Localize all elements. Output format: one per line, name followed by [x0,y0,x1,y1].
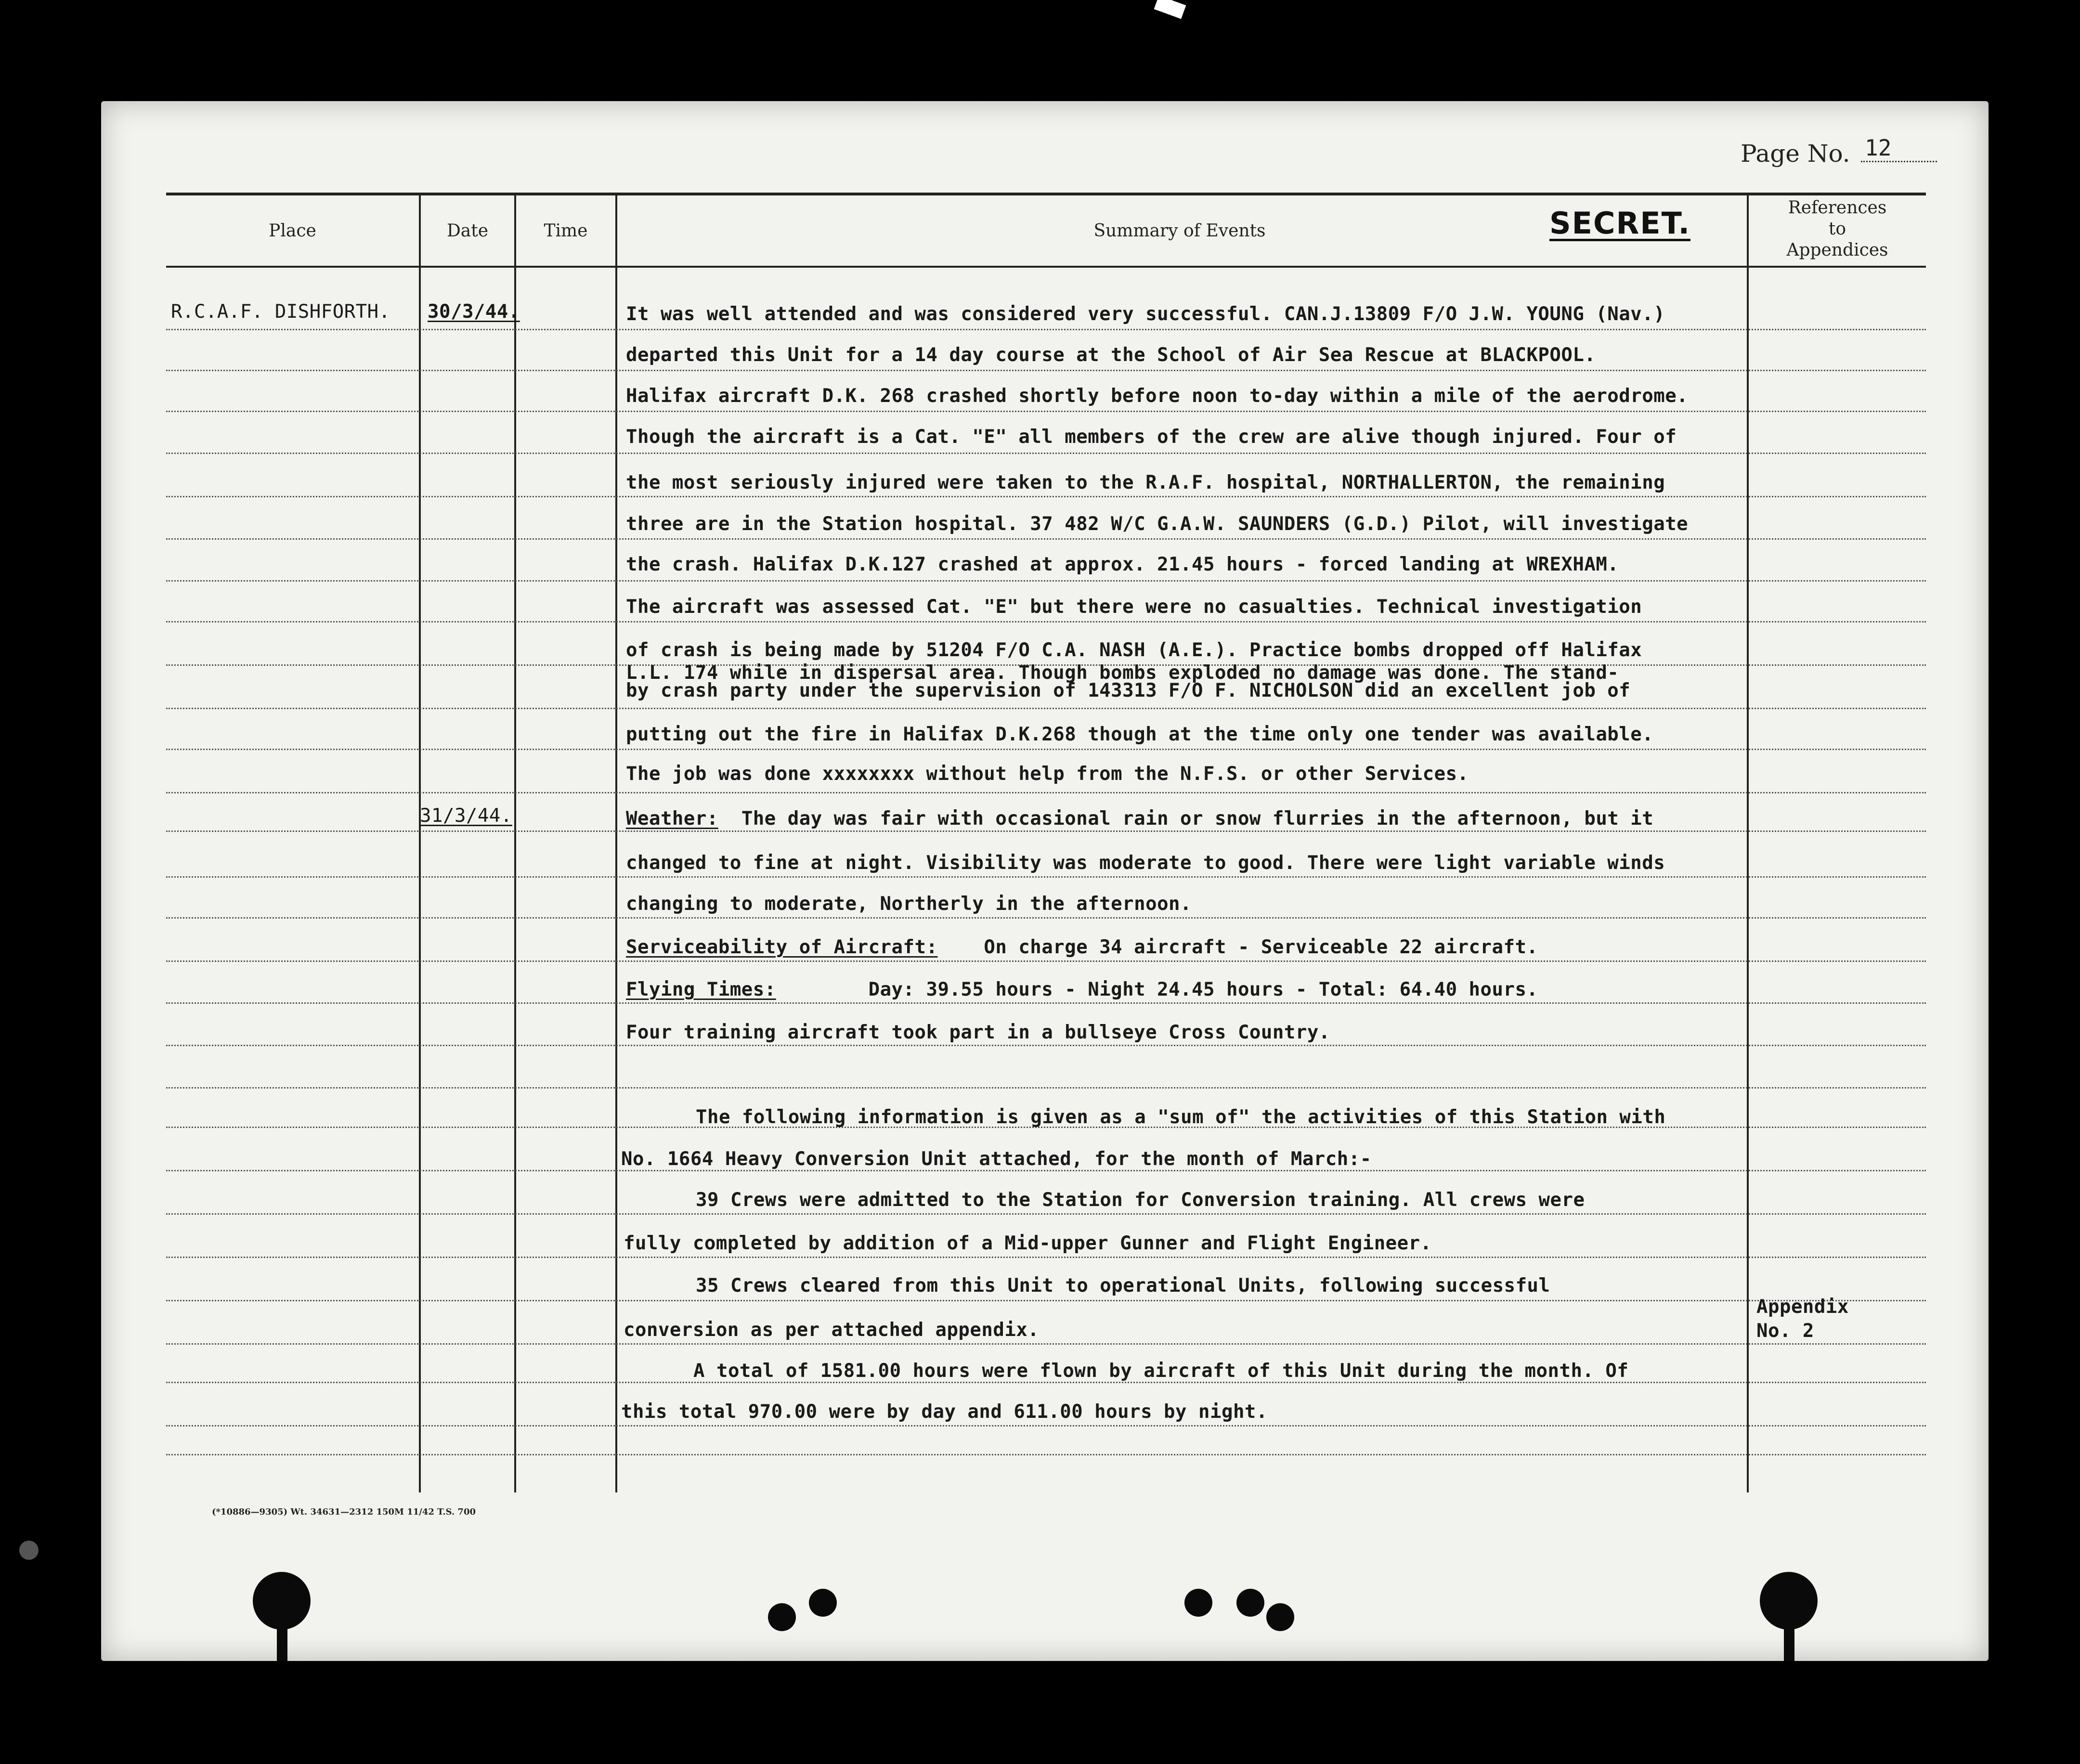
ruled-line [166,453,1926,454]
appendix-number: No. 2 [1756,1320,1814,1342]
summary-line: The following information is given as a "sum of" the activities of this Station with [696,1106,1666,1128]
serviceability-text: On charge 34 aircraft - Serviceable 22 aircraft. [984,936,1538,958]
ruled-line [166,749,1926,750]
ruled-line [166,1343,1926,1345]
ruled-line [166,1425,1926,1427]
header-place: Place [269,221,316,241]
column-divider [1747,193,1749,1492]
ruled-line [166,1002,1926,1004]
appendix-reference [1756,1295,1849,1343]
ruled-line [166,329,1926,330]
summary-line: departed this Unit for a 14 day course at the School of Air Sea Rescue at BLACKPOOL. [626,344,1596,366]
ruled-line [166,830,1926,832]
binder-slot [1784,1618,1794,1661]
summary-line: Though the aircraft is a Cat. "E" all members of the crew are alive though injured. Four of [626,426,1677,448]
summary-line: fully completed by addition of a Mid-upper Gunner and Flight Engineer. [624,1232,1432,1254]
ruled-line [166,917,1926,919]
summary-line: L.L. 174 while in dispersal area. Though bombs exploded no damage was done. The stand- [626,662,1619,684]
header-references-line: to [1828,219,1846,239]
summary-line: 39 Crews were admitted to the Station for Conversion training. All crews were [696,1189,1585,1211]
summary-line: of crash is being made by 51204 F/O C.A. NASH (A.E.). Practice bombs dropped off Halifax [626,639,1642,661]
summary-line: the crash. Halifax D.K.127 crashed at approx. 21.45 hours - forced landing at WREXHAM. [626,554,1619,575]
header-time: Time [544,221,588,241]
flying-times-label: Flying Times: [626,979,776,1000]
form-footer: (*10886—9305) Wt. 34631—2312 150M 11/42 T.S. 700 [212,1507,476,1517]
header-references-line: Appendices [1786,240,1888,260]
table-top-rule [166,193,1926,195]
summary-line: The aircraft was assessed Cat. "E" but there were no casualties. Technical investigation [626,596,1642,618]
ruled-line [166,1454,1926,1455]
ruled-line [166,792,1926,793]
header-references-line: References [1788,198,1887,218]
flying-times-text: Day: 39.55 hours - Night 24.45 hours - Total: 64.40 hours. [868,979,1538,1000]
header-summary: Summary of Events [1093,221,1266,241]
weather-line [626,808,1653,830]
serviceability-label: Serviceability of Aircraft: [626,936,938,958]
binder-hole [768,1603,796,1631]
summary-line: the most seriously injured were taken to the R.A.F. hospital, NORTHALLERTON, the remaining [626,472,1665,493]
column-divider [419,193,421,1492]
summary-line: Four training aircraft took part in a bullseye Cross Country. [626,1022,1330,1043]
flying-times-line [626,979,1538,1000]
ruled-line [166,1170,1926,1171]
weather-text: The day was fair with occasional rain or snow flurries in the afternoon, but it [741,808,1654,830]
header-date: Date [446,221,489,241]
ruled-line [166,1257,1926,1258]
ruled-line [166,1213,1926,1215]
binder-hole [809,1589,837,1617]
binder-hole [1184,1589,1212,1617]
ruled-line [166,411,1926,412]
ruled-line [166,538,1926,540]
summary-line: changing to moderate, Northerly in the afternoon. [626,893,1192,915]
weather-label: Weather: [626,808,718,830]
header-references [1749,197,1926,261]
serviceability-line [626,936,1538,958]
summary-line: It was well attended and was considered very successful. CAN.J.13809 F/O J.W. YOUNG (Nav.) [626,303,1665,325]
summary-line: No. 1664 Heavy Conversion Unit attached, for the month of March:- [621,1148,1372,1170]
ruled-line [166,370,1926,371]
record-sheet [101,101,1989,1661]
page-number [1741,135,1892,168]
summary-line: conversion as per attached appendix. [624,1319,1040,1341]
header-bottom-rule [166,266,1926,268]
ruled-line [166,1045,1926,1046]
ruled-line [166,496,1926,497]
summary-line: The job was done xxxxxxxx without help from the N.F.S. or other Services. [626,763,1469,785]
summary-line: putting out the fire in Halifax D.K.268 though at the time only one tender was available. [626,724,1654,745]
summary-line: three are in the Station hospital. 37 482 W/C G.A.W. SAUNDERS (G.D.) Pilot, will investigate [626,513,1689,535]
summary-line: changed to fine at night. Visibility was moderate to good. There were light variable winds [626,852,1665,874]
secret-stamp: SECRET. [1549,206,1691,241]
stray-mark [19,1541,39,1560]
ruled-line [166,708,1926,709]
page-number-value: 12 [1861,135,1937,162]
ruled-line [166,960,1926,962]
summary-line: by crash party under the supervision of 143313 F/O F. NICHOLSON did an excellent job of [626,680,1631,701]
ruled-line [166,580,1926,582]
binder-slot [277,1618,287,1661]
column-divider [615,193,617,1492]
ruled-line [166,876,1926,878]
page-number-label: Page No. [1741,140,1850,168]
binder-hole [1266,1603,1294,1631]
summary-line: Halifax aircraft D.K. 268 crashed shortly before noon to-day within a mile of the aerodrome. [626,385,1689,407]
summary-line: this total 970.00 were by day and 611.00 hours by night. [621,1401,1268,1423]
appendix-label: Appendix [1756,1296,1849,1318]
place-cell: R.C.A.F. DISHFORTH. [171,301,390,323]
date-cell: 31/3/44. [420,805,512,827]
summary-line: A total of 1581.00 hours were flown by aircraft of this Unit during the month. Of [693,1360,1629,1382]
ruled-line [166,621,1926,623]
ruled-line [166,1382,1926,1383]
torn-corner [1154,0,1186,19]
ruled-line [166,1087,1926,1089]
ruled-line [166,1300,1926,1301]
summary-line: 35 Crews cleared from this Unit to operational Units, following successful [696,1275,1550,1297]
column-divider [514,193,516,1492]
binder-hole [1236,1589,1264,1617]
date-cell: 30/3/44. [428,301,520,323]
